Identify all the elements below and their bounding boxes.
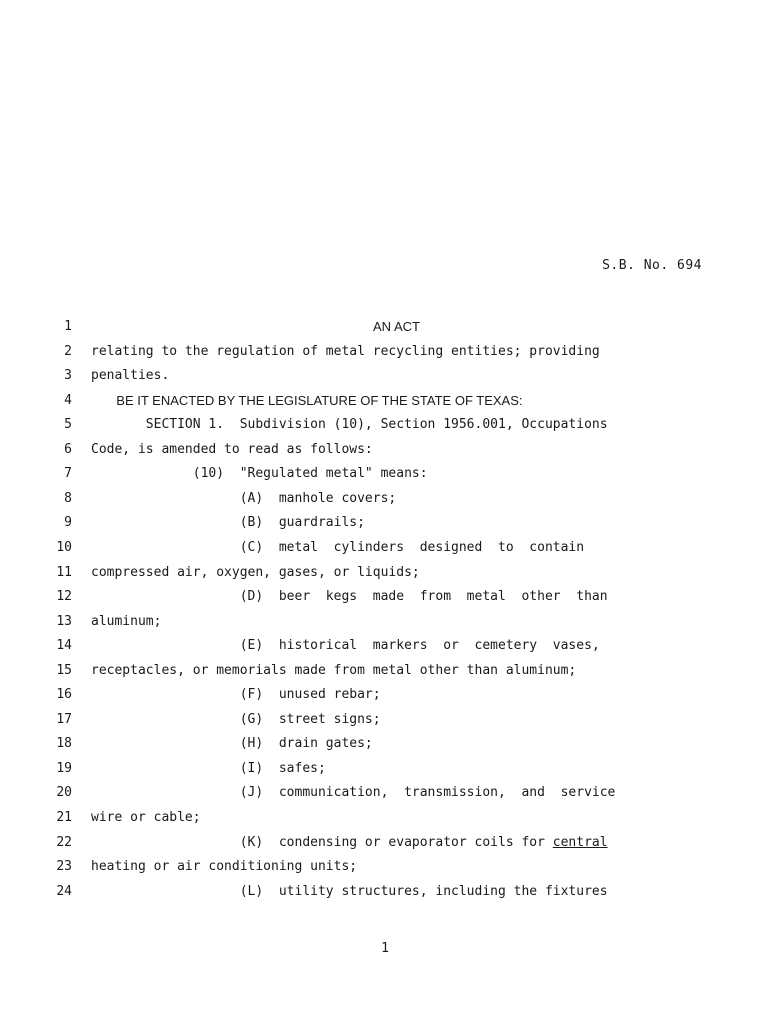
line-text [91, 614, 702, 630]
line-number: 18 [56, 736, 72, 751]
line-content: BE IT ENACTED BY THE LEGISLATURE OF THE STATE OF TEXAS: [91, 393, 523, 408]
line-content: Code, is amended to read as follows: [91, 442, 373, 457]
line-text [91, 712, 702, 728]
line-number: 3 [64, 368, 72, 383]
line-text [91, 687, 702, 703]
line-number: 10 [56, 540, 72, 555]
line-text [91, 466, 702, 482]
line-text [91, 884, 702, 900]
line-content: compressed air, oxygen, gases, or liquids; [91, 565, 420, 580]
line-number: 17 [56, 712, 72, 727]
line-number: 22 [56, 835, 72, 850]
line-content: (L) utility structures, including the fixtures [91, 884, 608, 899]
line-text [91, 442, 702, 458]
line-number: 11 [56, 565, 72, 580]
line-text [91, 368, 702, 384]
line-content: (I) safes; [91, 761, 326, 776]
line-content: (E) historical markers or cemetery vases, [91, 638, 600, 653]
line-number: 19 [56, 761, 72, 776]
line-content: (H) drain gates; [91, 736, 373, 751]
line-text [91, 319, 702, 335]
line-text [91, 565, 702, 581]
line-number: 20 [56, 785, 72, 800]
line-number: 1 [64, 319, 72, 334]
line-content: heating or air conditioning units; [91, 859, 358, 874]
line-text [91, 491, 702, 507]
line-text [91, 540, 702, 556]
line-content: (B) guardrails; [91, 515, 365, 530]
line-content: (F) unused rebar; [91, 687, 381, 702]
line-content: penalties. [91, 368, 170, 383]
line-text [91, 859, 702, 875]
line-text [91, 638, 702, 654]
line-number: 21 [56, 810, 72, 825]
line-number: 9 [64, 515, 72, 530]
line-text [91, 393, 702, 409]
line-number: 2 [64, 344, 72, 359]
page-number: 1 [381, 941, 389, 956]
line-number: 13 [56, 614, 72, 629]
line-number: 7 [64, 466, 72, 481]
line-number: 5 [64, 417, 72, 432]
line-content: (J) communication, transmission, and service [91, 785, 616, 800]
line-number: 15 [56, 663, 72, 678]
line-text [91, 344, 702, 360]
line-content: (G) street signs; [91, 712, 381, 727]
line-number: 6 [64, 442, 72, 457]
line-content: (K) condensing or evaporator coils for [91, 835, 553, 850]
line-number: 23 [56, 859, 72, 874]
line-text [91, 761, 702, 777]
line-content: AN ACT [373, 319, 420, 334]
line-text [91, 810, 702, 826]
line-number: 14 [56, 638, 72, 653]
line-content: (D) beer kegs made from metal other than [91, 589, 608, 604]
line-number: 24 [56, 884, 72, 899]
line-text [91, 835, 702, 851]
line-content: (C) metal cylinders designed to contain [91, 540, 585, 555]
line-content: (A) manhole covers; [91, 491, 397, 506]
line-content: (10) "Regulated metal" means: [91, 466, 428, 481]
line-number: 8 [64, 491, 72, 506]
line-number: 16 [56, 687, 72, 702]
underlined-insertion: central [552, 835, 608, 850]
line-text [91, 417, 702, 433]
line-text [91, 589, 702, 605]
line-text [91, 736, 702, 752]
line-content: relating to the regulation of metal recycling entities; providing [91, 344, 600, 359]
line-number: 12 [56, 589, 72, 604]
line-content: SECTION 1. Subdivision (10), Section 1956.001, Occupations [91, 417, 608, 432]
line-text [91, 515, 702, 531]
line-number: 4 [64, 393, 72, 408]
line-text [91, 663, 702, 679]
line-content: aluminum; [91, 614, 162, 629]
line-text [91, 785, 702, 801]
bill-number: S.B. No. 694 [602, 258, 702, 273]
line-content: wire or cable; [91, 810, 201, 825]
line-content: receptacles, or memorials made from metal other than aluminum; [91, 663, 577, 678]
